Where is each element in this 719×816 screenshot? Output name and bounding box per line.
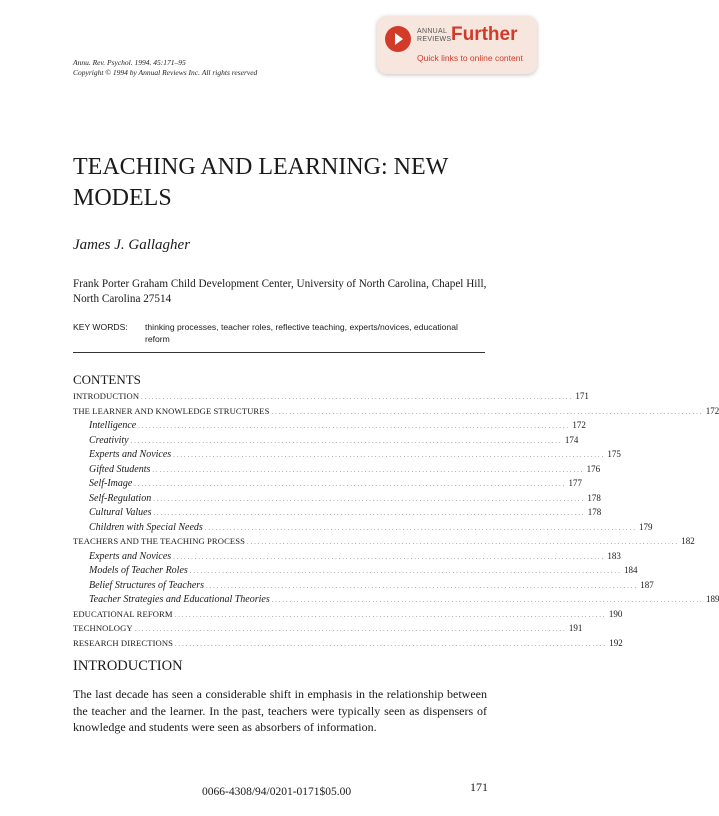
toc-entry[interactable] xyxy=(73,434,579,450)
toc-entry-label: Experts and Novices xyxy=(89,449,172,460)
toc-leader-dots: . . . . . . . . . . . . . . . . . . . . . . . . . . . . . . . . . . . . . . . . . . . . . . . . . . . . . . . . . . . . . . . . . . . . . . . . . . . . . . . . . . . . . . . . . . . . . . . . . . . . . . . . . . . . . . . . . . . . . . . . xyxy=(138,424,569,430)
table-of-contents xyxy=(73,391,719,652)
author-affiliation: Frank Porter Graham Child Development Center, University of North Carolina, Chapel Hill, North Carolina 27514 xyxy=(73,278,487,305)
toc-leader-dots: . . . . . . . . . . . . . . . . . . . . . . . . . . . . . . . . . . . . . . . . . . . . . . . . . . . . . . . . . . . . . . . . . . . . . . . . . . . . . . . . . . . . . . . . . . . . . . . . . . . . . . . . . . . . . . . . . . . . . . . . xyxy=(134,482,565,488)
toc-entry-label: Self-Regulation xyxy=(89,492,152,504)
toc-entry-label: Experts and Novices xyxy=(89,550,172,562)
toc-entry[interactable] xyxy=(73,608,623,624)
toc-entry-label: EDUCATIONAL REFORM xyxy=(73,608,173,619)
toc-entry-page: 178 xyxy=(587,492,601,503)
author-name: James J. Gallagher xyxy=(73,237,191,253)
toc-entry[interactable] xyxy=(73,637,623,653)
toc-entry-page: 177 xyxy=(568,478,583,488)
toc-leader-dots: . . . . . . . . . . . . . . . . . . . . . . . . . . . . . . . . . . . . . . . . . . . . . . . . . . . . . . . . . . . . . . . . . . . . . . . . . . . . . . . . . . . . . . . . . . . . . . . . . . . . . . . . . . . . . . . . . . . . . . . . xyxy=(153,511,584,517)
toc-entry-label: Self-Image xyxy=(89,478,133,489)
toc-leader-dots: . . . . . . . . . . . . . . . . . . . . . . . . . . . . . . . . . . . . . . . . . . . . . . . . . . . . . . . . . . . . . . . . . . . . . . . . . . . . . . . . . . . . . . . . . . . . . . . . . . . . . . . . . . . . . . . . . . . . . . . . xyxy=(206,583,637,590)
toc-leader-dots: . . . . . . . . . . . . . . . . . . . . . . . . . . . . . . . . . . . . . . . . . . . . . . . . . . . . . . . . . . . . . . . . . . . . . . . . . . . . . . . . . . . . . . . . . . . . . . . . . . . . . . . . . . . . . . . . . . . . . . . . xyxy=(153,496,584,503)
toc-entry-page: 183 xyxy=(607,550,621,561)
toc-entry-label: Models of Teacher Roles xyxy=(89,565,188,576)
toc-entry[interactable] xyxy=(73,550,621,566)
toc-leader-dots: . . . . . . . . . . . . . . . . . . . . . . . . . . . . . . . . . . . . . . . . . . . . . . . . . . . . . . . . . . . . . . . . . . . . . . . . . . . . . . . . . . . . . . . . . . . . . . . . . . . . . . . . . . . . . . . . . . . . . . . . xyxy=(247,540,678,546)
page-number: 171 xyxy=(470,780,488,794)
toc-entry-label: TECHNOLOGY xyxy=(73,623,133,633)
toc-entry-label: Creativity xyxy=(89,434,129,446)
toc-entry[interactable] xyxy=(73,594,719,609)
toc-leader-dots: . . . . . . . . . . . . . . . . . . . . . . . . . . . . . . . . . . . . . . . . . . . . . . . . . . . . . . . . . . . . . . . . . . . . . . . . . . . . . . . . . . . . . . . . . . . . . . . . . . . . . . . . . . . . . . . . . . . . . . . . xyxy=(175,641,606,648)
toc-entry-page: 172 xyxy=(572,420,586,430)
annual-reviews-logo-icon xyxy=(385,26,411,52)
further-label: Further xyxy=(451,24,518,45)
toc-entry[interactable] xyxy=(73,623,583,638)
further-badge[interactable] xyxy=(377,16,537,74)
toc-entry-label: INTRODUCTION xyxy=(73,391,140,401)
toc-leader-dots: . . . . . . . . . . . . . . . . . . . . . . . . . . . . . . . . . . . . . . . . . . . . . . . . . . . . . . . . . . . . . . . . . . . . . . . . . . . . . . . . . . . . . . . . . . . . . . . . . . . . . . . . . . . . . . . . . . . . . . . . xyxy=(134,627,565,633)
toc-entry-label: Teacher Strategies and Educational Theories xyxy=(89,594,270,605)
toc-entry[interactable] xyxy=(73,579,654,595)
toc-entry-page: 175 xyxy=(607,449,621,459)
toc-entry[interactable] xyxy=(73,492,601,508)
toc-leader-dots: . . . . . . . . . . . . . . . . . . . . . . . . . . . . . . . . . . . . . . . . . . . . . . . . . . . . . . . . . . . . . . . . . . . . . . . . . . . . . . . . . . . . . . . . . . . . . . . . . . . . . . . . . . . . . . . . . . . . . . . . xyxy=(173,453,604,459)
further-tagline: Quick links to online content xyxy=(417,53,523,63)
toc-entry[interactable] xyxy=(73,565,638,580)
toc-entry-page: 174 xyxy=(564,434,579,445)
toc-entry-label: THE LEARNER AND KNOWLEDGE STRUCTURES xyxy=(73,405,270,416)
toc-leader-dots: . . . . . . . . . . . . . . . . . . . . . . . . . . . . . . . . . . . . . . . . . . . . . . . . . . . . . . . . . . . . . . . . . . . . . . . . . . . . . . . . . . . . . . . . . . . . . . . . . . . . . . . . . . . . . . . . . . . . . . . . xyxy=(152,467,583,474)
toc-leader-dots: . . . . . . . . . . . . . . . . . . . . . . . . . . . . . . . . . . . . . . . . . . . . . . . . . . . . . . . . . . . . . . . . . . . . . . . . . . . . . . . . . . . . . . . . . . . . . . . . . . . . . . . . . . . . . . . . . . . . . . . . xyxy=(141,395,572,401)
journal-citation xyxy=(73,58,257,78)
toc-entry-page: 178 xyxy=(587,507,602,517)
toc-entry[interactable] xyxy=(73,391,589,406)
toc-leader-dots: . . . . . . . . . . . . . . . . . . . . . . . . . . . . . . . . . . . . . . . . . . . . . . . . . . . . . . . . . . . . . . . . . . . . . . . . . . . . . . . . . . . . . . . . . . . . . . . . . . . . . . . . . . . . . . . . . . . . . . . . xyxy=(204,525,635,532)
introduction-heading: INTRODUCTION xyxy=(73,658,183,674)
contents-heading: CONTENTS xyxy=(73,372,141,387)
toc-entry-label: RESEARCH DIRECTIONS xyxy=(73,637,174,648)
toc-entry-page: 192 xyxy=(609,637,623,648)
publisher-name: ANNUAL REVIEWS xyxy=(417,28,452,43)
toc-entry[interactable] xyxy=(73,521,653,537)
toc-entry[interactable] xyxy=(73,405,719,421)
toc-leader-dots: . . . . . . . . . . . . . . . . . . . . . . . . . . . . . . . . . . . . . . . . . . . . . . . . . . . . . . . . . . . . . . . . . . . . . . . . . . . . . . . . . . . . . . . . . . . . . . . . . . . . . . . . . . . . . . . . . . . . . . . . xyxy=(271,409,702,416)
toc-entry[interactable] xyxy=(73,478,583,493)
toc-entry-page: 191 xyxy=(568,623,583,633)
toc-entry-label: TEACHERS AND THE TEACHING PROCESS xyxy=(73,536,246,546)
toc-entry-page: 182 xyxy=(681,536,695,546)
toc-entry-page: 176 xyxy=(586,463,601,474)
toc-entry-page: 179 xyxy=(639,521,653,532)
toc-entry-label: Belief Structures of Teachers xyxy=(89,579,205,591)
introduction-paragraph: The last decade has seen a considerable shift in emphasis in the relationship between the teacher and the learner. In the past, teachers were typically seen as dispensers of knowledge and students were seen as absorbers of information. xyxy=(73,687,487,734)
toc-leader-dots: . . . . . . . . . . . . . . . . . . . . . . . . . . . . . . . . . . . . . . . . . . . . . . . . . . . . . . . . . . . . . . . . . . . . . . . . . . . . . . . . . . . . . . . . . . . . . . . . . . . . . . . . . . . . . . . . . . . . . . . . xyxy=(174,612,605,619)
toc-leader-dots: . . . . . . . . . . . . . . . . . . . . . . . . . . . . . . . . . . . . . . . . . . . . . . . . . . . . . . . . . . . . . . . . . . . . . . . . . . . . . . . . . . . . . . . . . . . . . . . . . . . . . . . . . . . . . . . . . . . . . . . . xyxy=(271,598,702,604)
toc-entry-page: 187 xyxy=(640,579,654,590)
article-code: 0066-4308/94/0201-0171$05.00 xyxy=(202,786,352,798)
toc-entry-page: 171 xyxy=(575,391,589,401)
toc-entry-page: 190 xyxy=(608,608,623,619)
toc-leader-dots: . . . . . . . . . . . . . . . . . . . . . . . . . . . . . . . . . . . . . . . . . . . . . . . . . . . . . . . . . . . . . . . . . . . . . . . . . . . . . . . . . . . . . . . . . . . . . . . . . . . . . . . . . . . . . . . . . . . . . . . . xyxy=(130,438,561,445)
keywords-text: thinking processes, teacher roles, reflective teaching, experts/novices, educational reform xyxy=(145,322,458,344)
toc-entry-label: Cultural Values xyxy=(89,507,152,518)
toc-entry[interactable] xyxy=(73,536,695,551)
toc-entry-page: 172 xyxy=(705,405,719,416)
keywords-label: KEY WORDS: xyxy=(73,322,128,332)
toc-entry[interactable] xyxy=(73,507,602,522)
header-divider xyxy=(73,352,485,353)
toc-entry-page: 189 xyxy=(705,594,719,604)
toc-leader-dots: . . . . . . . . . . . . . . . . . . . . . . . . . . . . . . . . . . . . . . . . . . . . . . . . . . . . . . . . . . . . . . . . . . . . . . . . . . . . . . . . . . . . . . . . . . . . . . . . . . . . . . . . . . . . . . . . . . . . . . . . xyxy=(173,554,604,561)
citation-line: Annu. Rev. Psychol. 1994. 45:171–95 xyxy=(73,58,186,67)
toc-entry[interactable] xyxy=(73,449,621,464)
copyright-line: Copyright © 1994 by Annual Reviews Inc. All rights reserved xyxy=(73,68,258,77)
toc-entry[interactable] xyxy=(73,420,586,435)
toc-entry-label: Children with Special Needs xyxy=(89,521,203,533)
toc-entry-label: Intelligence xyxy=(89,420,137,431)
toc-leader-dots: . . . . . . . . . . . . . . . . . . . . . . . . . . . . . . . . . . . . . . . . . . . . . . . . . . . . . . . . . . . . . . . . . . . . . . . . . . . . . . . . . . . . . . . . . . . . . . . . . . . . . . . . . . . . . . . . . . . . . . . . xyxy=(189,569,620,575)
toc-entry-label: Gifted Students xyxy=(89,463,151,475)
article-title: TEACHING AND LEARNING: NEW MODELS xyxy=(73,154,449,211)
toc-entry-page: 184 xyxy=(624,565,638,575)
toc-entry[interactable] xyxy=(73,463,601,479)
